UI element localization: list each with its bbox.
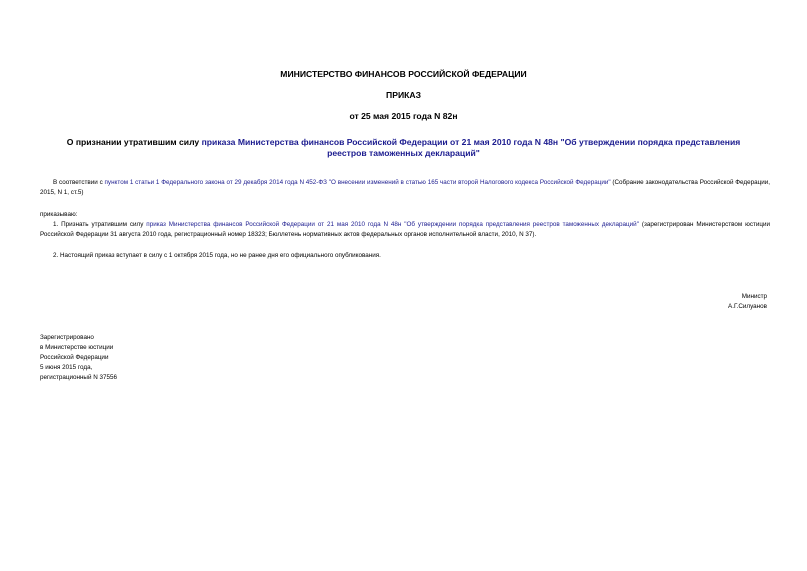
date-number-heading: от 25 мая 2015 года N 82н [349, 111, 458, 121]
signature-name: А.Г.Силуанов [728, 303, 767, 310]
registration-line: Российской Федерации [40, 354, 109, 361]
order-link[interactable]: приказ Министерства финансов Российской Федерации от 21 мая 2010 года N 48н "Об утверждении порядка представления реестров таможенных деклараций" [146, 221, 639, 228]
title-link[interactable]: приказа Министерства финансов Российской Федерации от 21 мая 2010 года N 48н "Об утверждении порядка представления реестров таможенных деклараций" [201, 137, 741, 158]
registration-line: 5 июня 2015 года, [40, 364, 93, 371]
p1-prefix: В соответствии с [53, 179, 105, 186]
p3-prefix: 1. Признать утратившим силу [53, 221, 147, 228]
paragraph-item-2: 2. Настоящий приказ вступает в силу с 1 октября 2015 года, но не ранее дня его официального опубликования. [53, 252, 381, 259]
p1-suffix: (Собрание законодательства Российской Федерации, 2015, N 1, ст.5) [40, 179, 770, 196]
paragraph-basis [40, 178, 770, 198]
document-title [0, 137, 807, 159]
p3-suffix: (зарегистрирован Министерством юстиции Российской Федерации 31 августа 2010 года, регистрационный номер 18323; Бюллетень нормативных актов федеральных органов исполнительной власти, 2010, N 37). [40, 221, 771, 238]
ministry-heading: МИНИСТЕРСТВО ФИНАНСОВ РОССИЙСКОЙ ФЕДЕРАЦИИ [280, 69, 527, 79]
registration-line: регистрационный N 37556 [40, 374, 118, 381]
doc-type-heading: ПРИКАЗ [386, 90, 421, 100]
law-link[interactable]: пунктом 1 статьи 1 Федерального закона от 29 декабря 2014 года N 452-ФЗ "О внесении изменений в статью 165 части второй Налогового кодекса Российской Федерации" [104, 179, 611, 186]
title-prefix: О признании утратившим силу [66, 137, 202, 147]
registration-line: в Министерстве юстиции [40, 344, 114, 351]
signature-position: Министр [741, 293, 767, 300]
paragraph-order: приказываю: [40, 211, 78, 218]
signature-block [728, 292, 767, 312]
registration-line: Зарегистрировано [40, 334, 94, 341]
registration-block [40, 333, 117, 383]
paragraph-item-1 [40, 220, 770, 240]
